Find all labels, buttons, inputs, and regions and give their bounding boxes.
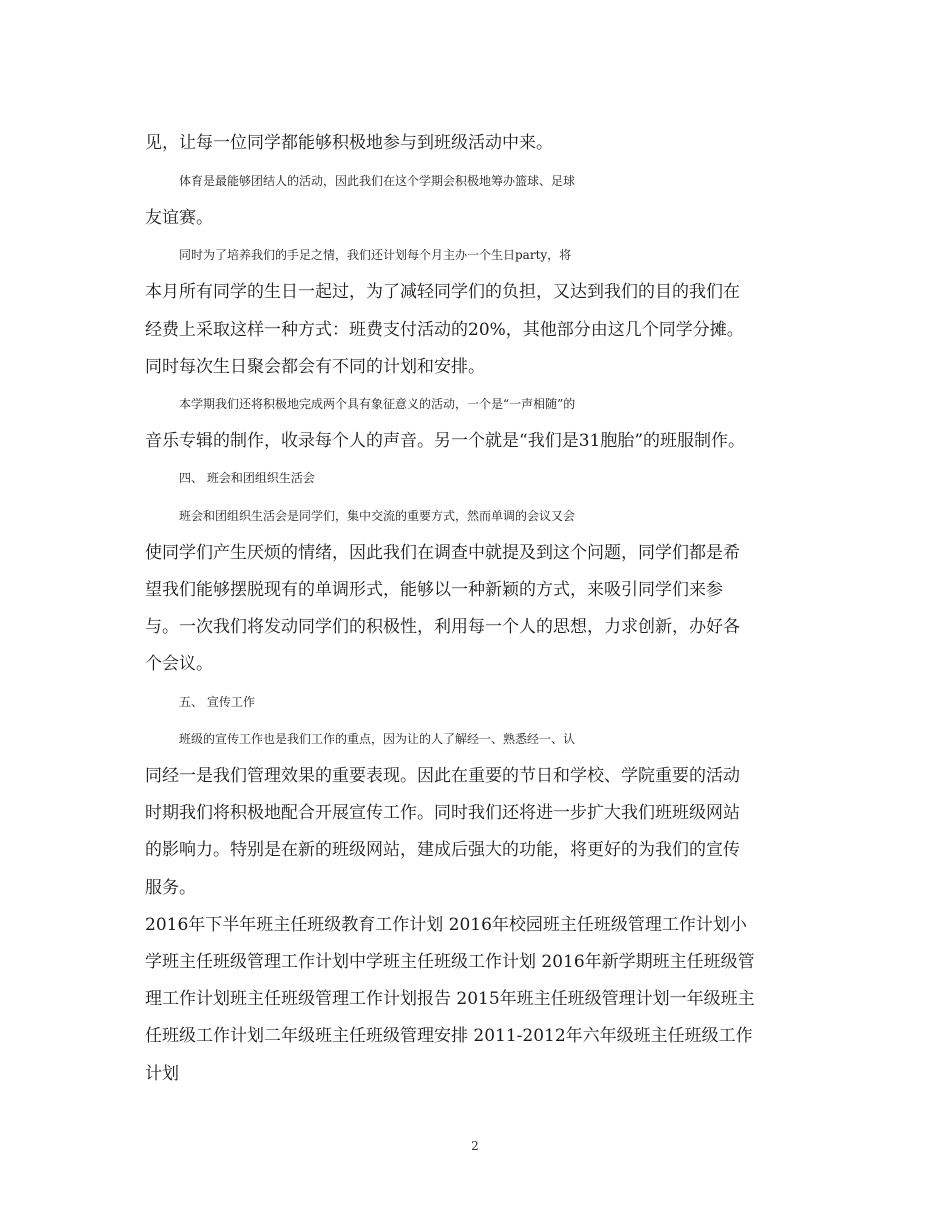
section-heading: 四、 班会和团组织生活会 — [179, 471, 315, 485]
text-line: 同经一是我们管理效果的重要表现。因此在重要的节日和学校、学院重要的活动 — [145, 766, 740, 786]
text-line: 个会议。 — [145, 654, 213, 674]
text-line: 同时为了培养我们的手足之情，我们还计划每个月主办一个生日party，将 — [179, 248, 572, 262]
text-line: 经费上采取这样一种方式：班费支付活动的20%，其他部分由这几个同学分摊。 — [145, 320, 744, 340]
text-line: 同时每次生日聚会都会有不同的计划和安排。 — [145, 357, 485, 377]
text-line: 见，让每一位同学都能够积极地参与到班级活动中来。 — [145, 133, 553, 153]
text-line: 服务。 — [145, 878, 196, 898]
text-line: 的影响力。特别是在新的班级网站，建成后强大的功能，将更好的为我们的宣传 — [145, 840, 740, 860]
text-line: 体育是最能够团结人的活动，因此我们在这个学期会积极地筹办篮球、足球 — [179, 174, 576, 188]
page-number: 2 — [471, 1139, 479, 1153]
related-link-line[interactable]: 计划 — [145, 1064, 179, 1084]
related-link-line[interactable]: 理工作计划班主任班级管理工作计划报告 2015年班主任班级管理计划一年级班主 — [145, 989, 755, 1009]
text-line: 与。一次我们将发动同学们的积极性，利用每一个人的思想，力求创新，办好各 — [145, 617, 740, 637]
section-heading: 五、 宣传工作 — [179, 695, 255, 709]
text-line: 班会和团组织生活会是同学们，集中交流的重要方式，然而单调的会议又会 — [179, 509, 576, 523]
related-link-line[interactable]: 2016年下半年班主任班级教育工作计划 2016年校园班主任班级管理工作计划小 — [145, 915, 747, 935]
related-link-line[interactable]: 任班级工作计划二年级班主任班级管理安排 2011-2012年六年级班主任班级工作 — [145, 1026, 753, 1046]
text-line: 望我们能够摆脱现有的单调形式，能够以一种新颖的方式，来吸引同学们来参 — [145, 580, 723, 600]
text-line: 友谊赛。 — [145, 208, 213, 228]
text-line: 本月所有同学的生日一起过，为了减轻同学们的负担，又达到我们的目的我们在 — [145, 282, 740, 302]
text-line: 班级的宣传工作也是我们工作的重点，因为让的人了解经一、熟悉经一、认 — [179, 732, 576, 746]
text-line: 使同学们产生厌烦的情绪，因此我们在调查中就提及到这个问题，同学们都是希 — [145, 543, 740, 563]
related-link-line[interactable]: 学班主任班级管理工作计划中学班主任班级工作计划 2016年新学期班主任班级管 — [145, 952, 755, 972]
text-line: 本学期我们还将积极地完成两个具有象征意义的活动，一个是“一声相随”的 — [179, 397, 576, 411]
text-line: 音乐专辑的制作，收录每个人的声音。另一个就是“我们是31胞胎”的班服制作。 — [145, 431, 746, 451]
text-line: 时期我们将积极地配合开展宣传工作。同时我们还将进一步扩大我们班班级网站 — [145, 803, 740, 823]
